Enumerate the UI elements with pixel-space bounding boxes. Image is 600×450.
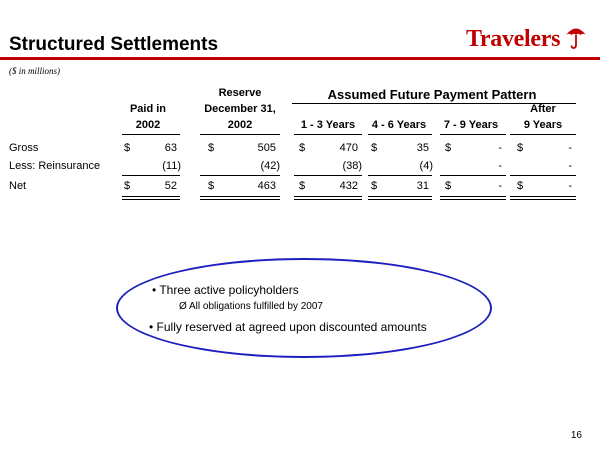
- reins-y1-3-value: (38): [342, 160, 362, 172]
- net-y1-3-value: 432: [339, 180, 358, 192]
- callout-bullet-policyholders: • Three active policyholders: [152, 283, 299, 297]
- units-note: ($ in millions): [9, 66, 60, 76]
- net-paid-currency: $: [124, 180, 131, 192]
- total-double-underline: [440, 196, 506, 200]
- title-rule: [0, 57, 600, 60]
- col-paid-line2: 2002: [135, 119, 161, 131]
- net-y4-6-currency: $: [371, 180, 378, 192]
- callout-subbullet-obligations: Ø All obligations fulfilled by 2007: [179, 301, 323, 312]
- row-label-net: Net: [9, 180, 27, 192]
- gross-y7-9-currency: $: [445, 142, 452, 154]
- col-1-3-years: 1 - 3 Years: [300, 119, 356, 131]
- gross-reserve-currency: $: [208, 142, 215, 154]
- subtotal-underline: [510, 175, 576, 176]
- gross-paid-value: 63: [164, 142, 177, 154]
- row-label-reinsurance: Less: Reinsurance: [9, 160, 101, 172]
- travelers-logo: [466, 24, 586, 56]
- gross-after-currency: $: [517, 142, 524, 154]
- col-reserve-line3: 2002: [227, 119, 253, 131]
- logo-wordmark: Travelers: [466, 26, 561, 52]
- header-underline: [510, 134, 576, 135]
- gross-y4-6-currency: $: [371, 142, 378, 154]
- payment-pattern-heading: Assumed Future Payment Pattern: [327, 87, 537, 102]
- total-double-underline: [200, 196, 280, 200]
- subtotal-underline: [440, 175, 506, 176]
- reins-after-value: -: [568, 160, 572, 172]
- header-underline: [200, 134, 280, 135]
- gross-y1-3-currency: $: [299, 142, 306, 154]
- net-reserve-currency: $: [208, 180, 215, 192]
- net-after-value: -: [568, 180, 572, 192]
- total-double-underline: [510, 196, 576, 200]
- callout-bullet-reserved: • Fully reserved at agreed upon discounted amounts: [149, 320, 427, 334]
- net-after-currency: $: [517, 180, 524, 192]
- col-after-line2: 9 Years: [523, 119, 563, 131]
- reins-y4-6-value: (4): [419, 160, 433, 172]
- reins-paid-value: (11): [162, 160, 181, 172]
- reins-y7-9-value: -: [498, 160, 502, 172]
- umbrella-icon: [565, 24, 587, 50]
- total-double-underline: [368, 196, 432, 200]
- subtotal-underline: [294, 175, 362, 176]
- col-reserve-line1: Reserve: [218, 87, 262, 99]
- gross-y7-9-value: -: [498, 142, 502, 154]
- net-reserve-value: 463: [257, 180, 276, 192]
- col-after-line1: After: [530, 103, 556, 115]
- col-4-6-years: 4 - 6 Years: [371, 119, 427, 131]
- gross-paid-currency: $: [124, 142, 131, 154]
- reins-reserve-value: (42): [260, 160, 280, 172]
- subtotal-underline: [368, 175, 432, 176]
- net-y7-9-currency: $: [445, 180, 452, 192]
- total-double-underline: [122, 196, 180, 200]
- gross-after-value: -: [568, 142, 572, 154]
- col-7-9-years: 7 - 9 Years: [443, 119, 499, 131]
- col-paid-line1: Paid in: [129, 103, 167, 115]
- header-underline: [368, 134, 432, 135]
- net-y4-6-value: 31: [416, 180, 429, 192]
- row-label-gross: Gross: [9, 142, 39, 154]
- net-y7-9-value: -: [498, 180, 502, 192]
- header-underline: [440, 134, 506, 135]
- page-title: Structured Settlements: [9, 34, 219, 55]
- gross-y4-6-value: 35: [416, 142, 429, 154]
- total-double-underline: [294, 196, 362, 200]
- subtotal-underline: [122, 175, 180, 176]
- header-underline: [122, 134, 180, 135]
- net-paid-value: 52: [164, 180, 177, 192]
- header-underline: [294, 134, 362, 135]
- gross-reserve-value: 505: [257, 142, 276, 154]
- page-number: 16: [570, 430, 582, 441]
- col-reserve-line2: December 31,: [204, 103, 276, 115]
- gross-y1-3-value: 470: [339, 142, 358, 154]
- subtotal-underline: [200, 175, 280, 176]
- net-y1-3-currency: $: [299, 180, 306, 192]
